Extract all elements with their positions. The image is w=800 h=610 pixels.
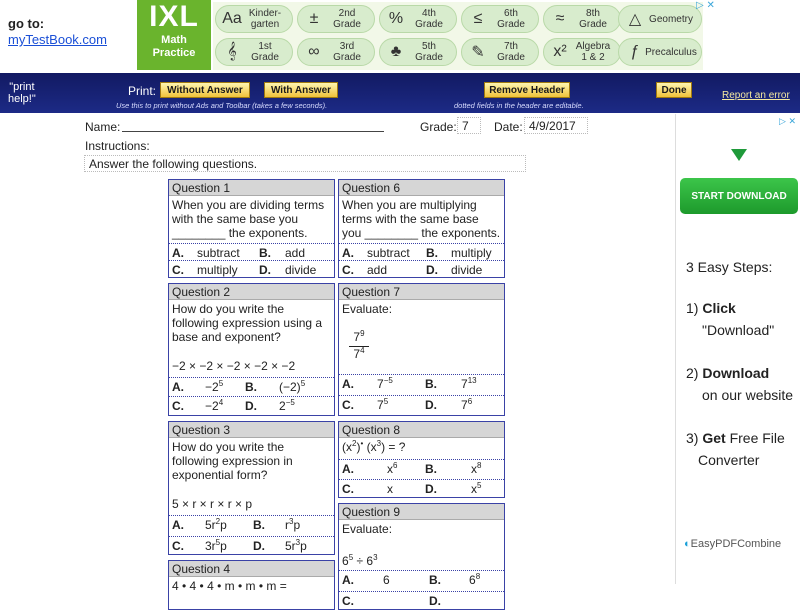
report-error-link[interactable]: Report an error xyxy=(722,90,790,101)
letter-a: A. xyxy=(172,246,184,260)
adchoices-icon[interactable]: ▷ ✕ xyxy=(696,0,715,11)
grade-field[interactable]: 7 xyxy=(457,117,481,134)
question-1 xyxy=(168,179,335,278)
letter-b: B. xyxy=(426,246,438,260)
question-expression: $(x^2)^•$ $(x^3)$ = ? xyxy=(342,439,406,454)
step-3 xyxy=(686,427,785,449)
letter-d: D. xyxy=(429,594,441,608)
answer-d: divide xyxy=(451,263,483,277)
question-title: Question 7 xyxy=(339,284,504,300)
letter-a: A. xyxy=(172,518,184,532)
answer-c: x xyxy=(387,482,393,496)
print-label: Print: xyxy=(128,84,157,98)
letter-c: C. xyxy=(172,539,184,553)
pencil-icon: ✎ xyxy=(471,44,485,61)
grade-1st-button[interactable] xyxy=(215,38,293,66)
answer-row xyxy=(169,243,334,260)
question-text: Evaluate: xyxy=(342,302,393,316)
letter-a: A. xyxy=(342,377,354,391)
question-expression: 5 × r × r × r × p xyxy=(172,497,253,511)
question-text: How do you write the following expression using a base and exponent? xyxy=(172,302,323,344)
answer-c: $7^5$ xyxy=(377,397,389,412)
letter-b: B. xyxy=(429,573,441,587)
step-2-detail: on our website xyxy=(702,387,794,403)
answer-c: $-2^4$ xyxy=(205,398,224,413)
geometry-button[interactable] xyxy=(618,5,702,33)
print-without-answer-button[interactable]: Without Answer xyxy=(160,82,250,98)
answer-a: $-2^5$ xyxy=(205,379,224,394)
answer-row xyxy=(339,459,504,476)
letter-b: B. xyxy=(245,380,257,394)
grade-2nd-button[interactable] xyxy=(297,5,375,33)
letter-c: C. xyxy=(342,594,354,608)
question-title: Question 4 xyxy=(169,561,334,577)
letter-d: D. xyxy=(425,398,437,412)
apple-icon: ♣ xyxy=(390,43,402,60)
question-title: Question 6 xyxy=(339,180,504,196)
answer-row xyxy=(339,395,504,412)
grade-label: 2nd Grade xyxy=(333,8,361,30)
easypdf-logo[interactable] xyxy=(684,538,781,550)
grade-label: 4th Grade xyxy=(415,8,443,30)
goto-label: go to: xyxy=(8,16,45,31)
question-title: Question 1 xyxy=(169,180,334,196)
letter-b: B. xyxy=(425,462,437,476)
less-equal-icon: ≤ xyxy=(473,10,483,27)
question-text: When you are multiplying terms with the same base you ________ the exponents. xyxy=(342,198,501,240)
grade-label: 6th Grade xyxy=(497,8,525,30)
question-6 xyxy=(338,179,505,278)
pdf-logo-icon: ◐ xyxy=(684,538,691,550)
grade-5th-button[interactable] xyxy=(379,38,457,66)
answer-row xyxy=(339,260,504,277)
letter-c: C. xyxy=(172,263,184,277)
step-number: 2) xyxy=(686,365,703,381)
function-icon: ƒ xyxy=(630,43,640,60)
answer-row xyxy=(169,377,334,394)
right-ad-panel xyxy=(675,114,800,584)
question-8 xyxy=(338,421,505,498)
answer-b: $(-2)^5$ xyxy=(279,379,306,394)
precalculus-button[interactable] xyxy=(618,38,702,66)
ixl-sub1: Math xyxy=(161,34,187,46)
grade-6th-button[interactable] xyxy=(461,5,539,33)
start-download-button[interactable]: START DOWNLOAD xyxy=(680,178,798,214)
top-ad-band xyxy=(0,0,800,72)
step-1 xyxy=(686,297,736,319)
grade-8th-button[interactable] xyxy=(543,5,621,33)
answer-a: subtract xyxy=(367,246,410,260)
question-title: Question 2 xyxy=(169,284,334,300)
grade-7th-button[interactable] xyxy=(461,38,539,66)
answer-b: add xyxy=(285,246,306,260)
step-number: 1) xyxy=(686,300,703,316)
pencil-cup-icon: 𝄞 xyxy=(227,43,237,60)
step-3-detail: Converter xyxy=(698,452,760,468)
letter-d: D. xyxy=(426,263,438,277)
question-7 xyxy=(338,283,505,416)
question-text: 4 • 4 • 4 • m • m • m = xyxy=(172,579,287,593)
answer-c: multiply xyxy=(197,263,238,277)
answer-row xyxy=(169,536,334,553)
letter-b: B. xyxy=(425,377,437,391)
question-title: Question 3 xyxy=(169,422,334,438)
answer-c: $3r^5p$ xyxy=(205,538,227,553)
date-label: Date: xyxy=(494,120,523,134)
instructions-label: Instructions: xyxy=(85,139,150,153)
answer-row xyxy=(339,243,504,260)
answer-b: $7^{13}$ xyxy=(461,376,477,391)
ixl-sub2: Practice xyxy=(152,47,196,59)
question-2 xyxy=(168,283,335,416)
step-action: Get xyxy=(702,430,726,446)
grade-label: Geometry xyxy=(649,13,693,25)
answer-row xyxy=(339,479,504,496)
aa-icon: Aa xyxy=(222,10,242,27)
answer-b: multiply xyxy=(451,246,492,260)
letter-d: D. xyxy=(259,263,271,277)
step-number: 3) xyxy=(686,430,703,446)
letter-a: A. xyxy=(342,462,354,476)
step-text: Free File xyxy=(725,430,785,446)
question-4 xyxy=(168,560,335,610)
easypdf-brand: EasyPDFCombine xyxy=(690,538,782,550)
date-field[interactable]: 4/9/2017 xyxy=(524,117,588,134)
grade-label: Grade: xyxy=(420,120,457,134)
question-3 xyxy=(168,421,335,555)
answer-d: $x^5$ xyxy=(471,481,482,496)
answer-row xyxy=(169,515,334,532)
letter-c: C. xyxy=(342,398,354,412)
answer-b: $6^8$ xyxy=(469,572,481,587)
question-title: Question 8 xyxy=(339,422,504,438)
grade-3rd-button[interactable] xyxy=(297,38,375,66)
steps-title: 3 Easy Steps: xyxy=(686,259,773,275)
answer-d: $2^{-5}$ xyxy=(279,398,295,413)
done-button[interactable]: Done xyxy=(656,82,692,98)
letter-d: D. xyxy=(253,539,265,553)
mytestbook-link[interactable]: myTestBook.com xyxy=(8,32,107,47)
grade-4th-button[interactable] xyxy=(379,5,457,33)
answer-row xyxy=(169,396,334,413)
answer-a: 6 xyxy=(383,573,390,587)
letter-b: B. xyxy=(253,518,265,532)
print-note: Use this to print without Ads and Toolbar (takes a few seconds). xyxy=(116,101,328,110)
answer-row xyxy=(339,374,504,391)
question-text: How do you write the following expression in exponential form? xyxy=(172,440,293,482)
question-text: Evaluate: xyxy=(342,522,393,536)
answer-b: $r^3p$ xyxy=(285,517,301,532)
question-expression: −2 × −2 × −2 × −2 × −2 xyxy=(172,359,296,373)
fraction-expression: $7^9$ $7^4$ xyxy=(349,330,369,361)
letter-d: D. xyxy=(245,399,257,413)
grade-label: 7th Grade xyxy=(497,41,525,63)
name-label: Name: xyxy=(85,120,121,134)
print-help-link[interactable]: "print help!" xyxy=(8,81,36,105)
print-with-answer-button[interactable]: With Answer xyxy=(264,82,338,98)
approx-icon: ≈ xyxy=(555,10,565,27)
remove-header-button[interactable]: Remove Header xyxy=(484,82,570,98)
answer-d: $7^6$ xyxy=(461,397,473,412)
ixl-logo[interactable] xyxy=(137,0,211,70)
question-title: Question 9 xyxy=(339,504,504,520)
question-text: When you are dividing terms with the same base you ________ the exponents. xyxy=(172,198,325,240)
step-action: Click xyxy=(702,300,736,316)
letter-a: A. xyxy=(342,573,354,587)
grade-label: Kinder- garten xyxy=(248,8,282,30)
ixl-grade-grid xyxy=(213,2,703,70)
algebra-button[interactable] xyxy=(543,38,621,66)
letter-a: A. xyxy=(172,380,184,394)
step-1-detail: "Download" xyxy=(702,322,775,338)
grade-label: Algebra 1 & 2 xyxy=(575,41,611,63)
question-expression: $6^5 \div 6^3$ xyxy=(342,553,378,568)
plus-minus-icon: ± xyxy=(309,10,319,27)
letter-c: C. xyxy=(172,399,184,413)
letter-d: D. xyxy=(425,482,437,496)
answer-a: $7^{-5}$ xyxy=(377,376,393,391)
letter-a: A. xyxy=(342,246,354,260)
x-squared-icon: x² xyxy=(553,43,567,60)
answer-b: $x^8$ xyxy=(471,461,482,476)
grade-label: 3rd Grade xyxy=(333,41,361,63)
ixl-brand: IXL xyxy=(149,0,199,33)
letter-c: C. xyxy=(342,263,354,277)
answer-d: $5r^3p$ xyxy=(285,538,307,553)
step-action: Download xyxy=(702,365,770,381)
editable-note: dotted fields in the header are editable. xyxy=(454,101,584,110)
goto-link[interactable] xyxy=(8,16,107,48)
answer-a: subtract xyxy=(197,246,240,260)
grade-label: 1st Grade xyxy=(251,41,279,63)
triangle-icon: △ xyxy=(628,11,642,28)
grade-label: Precalculus xyxy=(645,46,697,58)
question-9 xyxy=(338,503,505,610)
step-2 xyxy=(686,362,769,384)
letter-c: C. xyxy=(342,482,354,496)
answer-c: add xyxy=(367,263,388,277)
answer-row xyxy=(339,570,504,587)
grade-kindergarten-button[interactable] xyxy=(215,5,293,33)
question-text: = ? xyxy=(388,440,406,454)
print-toolbar xyxy=(0,73,800,113)
answer-row xyxy=(169,260,334,277)
instructions-field[interactable]: Answer the following questions. xyxy=(84,155,526,172)
infinity-icon: ∞ xyxy=(308,43,320,60)
answer-a: $x^6$ xyxy=(387,461,398,476)
grade-label: 8th Grade xyxy=(579,8,607,30)
name-field[interactable] xyxy=(122,131,384,132)
grade-label: 5th Grade xyxy=(415,41,443,63)
adchoices-icon[interactable]: ▷ ✕ xyxy=(779,116,796,126)
down-arrow-icon xyxy=(731,149,747,161)
answer-d: divide xyxy=(285,263,317,277)
answer-a: $5r^2p$ xyxy=(205,517,227,532)
percent-icon: % xyxy=(388,10,404,27)
letter-b: B. xyxy=(259,246,271,260)
